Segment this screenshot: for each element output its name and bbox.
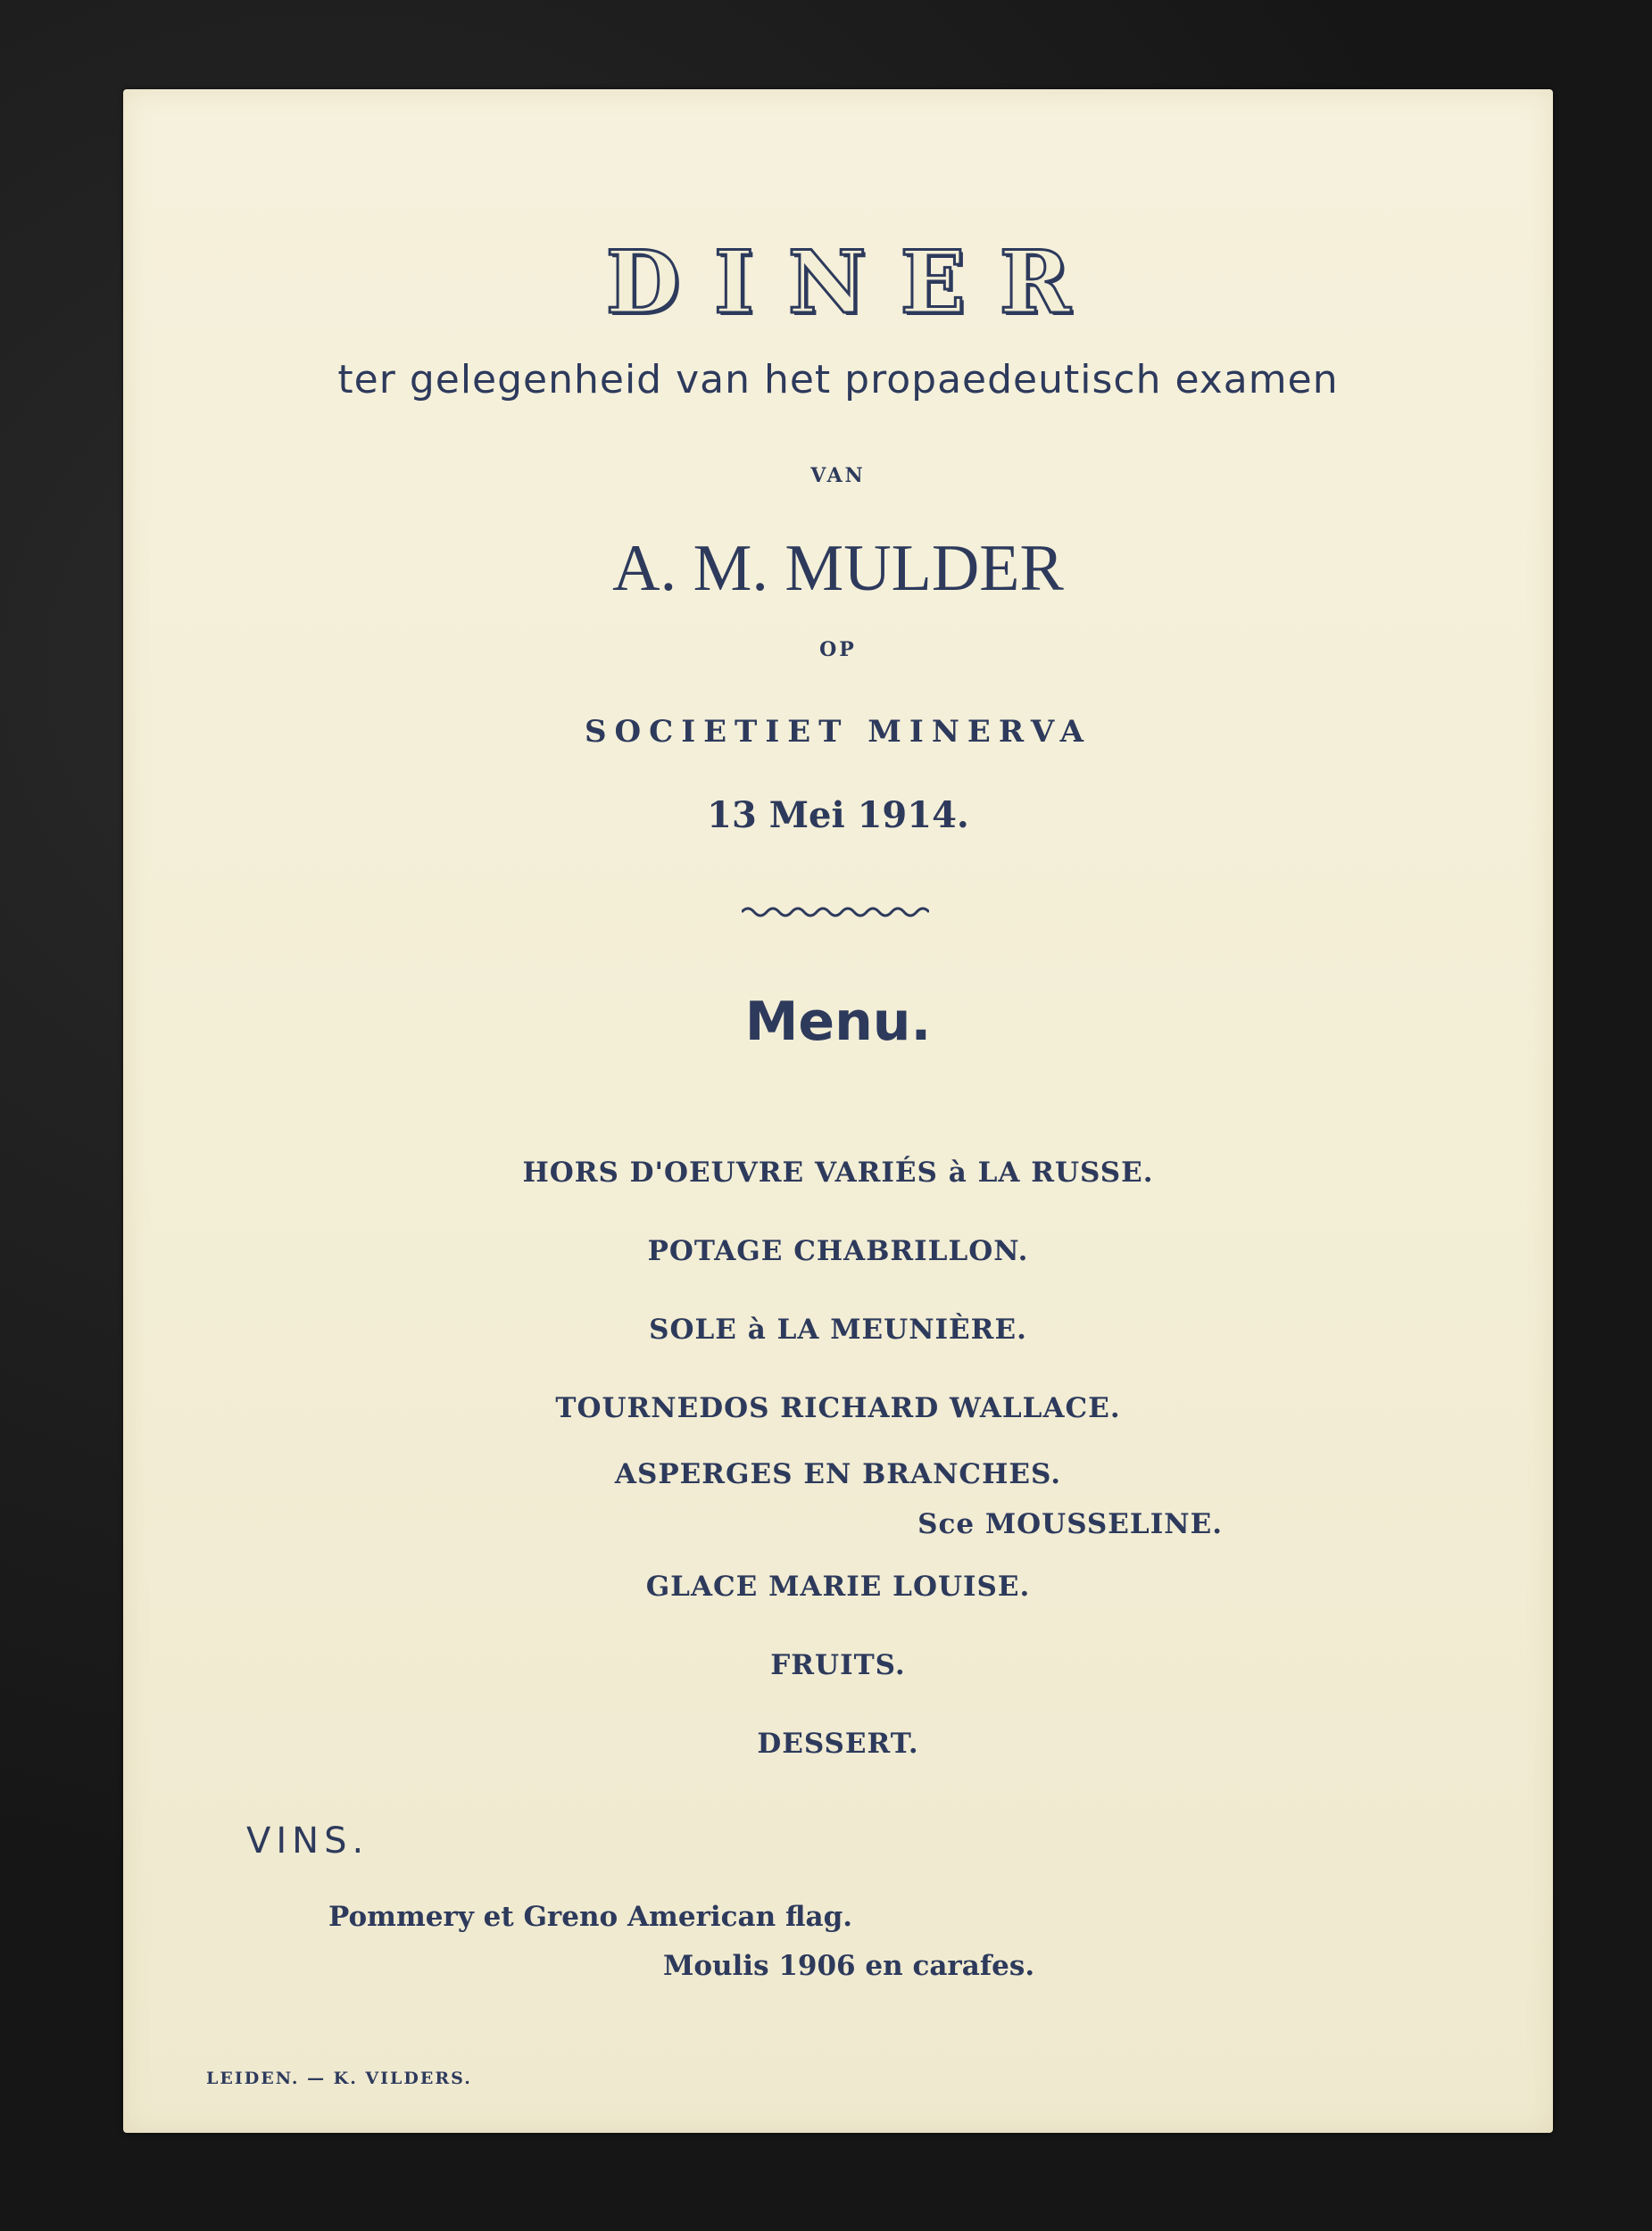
course-item: GLACE MARIE LOUISE.	[645, 1571, 1031, 1603]
course-item: TOURNEDOS RICHARD WALLACE.	[555, 1392, 1121, 1424]
op-label: OP	[819, 638, 857, 661]
honoree-name: A. M. MULDER	[612, 532, 1064, 605]
printer-credit: LEIDEN. — K. VILDERS.	[206, 2069, 472, 2088]
sauce-note: Sce MOUSSELINE.	[917, 1508, 1223, 1540]
wine-item: Moulis 1906 en carafes.	[663, 1950, 1035, 1982]
menu-card	[123, 89, 1553, 2133]
course-label: ASPERGES EN BRANCHES.	[614, 1458, 1062, 1490]
course-list	[123, 1133, 1553, 1783]
course-item: SOLE à LA MEUNIÈRE.	[649, 1314, 1027, 1346]
venue-name: SOCIETIET MINERVA	[584, 714, 1092, 750]
occasion-subtitle: ter gelegenheid van het propaedeutisch examen	[337, 357, 1339, 402]
course-item-with-sauce	[123, 1447, 1553, 1547]
wine-item: Pommery et Greno American flag.	[328, 1901, 853, 1933]
event-date: 13 Mei 1914.	[707, 794, 969, 836]
course-item: FRUITS.	[770, 1649, 906, 1681]
wines-heading: VINS.	[246, 1820, 369, 1862]
van-label: VAN	[810, 464, 866, 487]
course-item: POTAGE CHABRILLON.	[647, 1235, 1029, 1267]
wavy-divider-icon	[742, 901, 929, 923]
diner-title: DINER	[605, 232, 1105, 333]
course-item: DESSERT.	[757, 1728, 919, 1760]
course-item: HORS D'OEUVRE VARIÉS à LA RUSSE.	[522, 1157, 1154, 1189]
menu-heading: Menu.	[744, 991, 932, 1053]
